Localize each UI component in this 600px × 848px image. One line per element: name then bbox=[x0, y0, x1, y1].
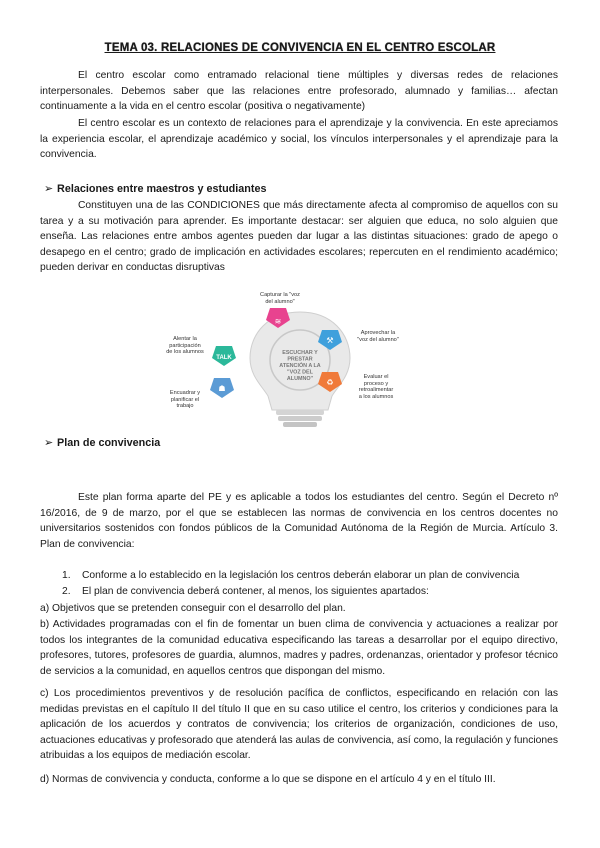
document-title: TEMA 03. RELACIONES DE CONVIVENCIA EN EL CENTRO ESCOLAR bbox=[104, 42, 496, 54]
center-line-3: ATENCIÓN A LA bbox=[279, 363, 321, 369]
center-line-4: "VOZ DEL bbox=[287, 369, 313, 376]
item-a: a) Objetivos que se pretenden conseguir con el desarrollo del plan. bbox=[40, 603, 346, 614]
center-line-2: PRESTAR bbox=[287, 356, 313, 363]
section-heading-plan bbox=[44, 436, 160, 449]
bulb-base-tip bbox=[283, 422, 317, 427]
section-heading-relaciones bbox=[44, 182, 266, 195]
bulb-base-ring bbox=[278, 416, 322, 421]
item-b: b) Actividades programadas con el fin de fomentar un buen clima de convivencia y actuaciones a realizar por todos los integrantes de la comunidad educativa especificando las tareas a desarrollar por el equipo directivo, profesores, tutores, profesores de guardia, alumnos, madres y padres, ordenanzas, orientador y profesor técnico de servicios a la comunidad, en aquellos centros que dispongan del mismo. bbox=[40, 619, 558, 677]
badge-plan bbox=[210, 378, 234, 398]
arrow-bullet-icon: ➢ bbox=[44, 437, 54, 449]
section-heading-text: Relaciones entre maestros y estudiantes bbox=[57, 183, 267, 195]
person-icon: ☗ bbox=[218, 384, 226, 393]
bulb-base-ring bbox=[276, 410, 324, 415]
gavel-icon: ⚒ bbox=[326, 336, 334, 345]
intro-paragraph-1: El centro escolar como entramado relacional tiene múltiples y diversas redes de relaciones interpersonales. Debemos saber que las relaciones entre profesorado, alumnado y familias… afectan continuamente a la vida en el centro escolar (positiva o negativamente) bbox=[40, 70, 558, 113]
label-left-bottom: Encuadrar y planificar el trabajo bbox=[169, 390, 201, 410]
lightbulb-infographic bbox=[150, 290, 450, 430]
arrow-bullet-icon: ➢ bbox=[44, 183, 54, 195]
plan-paragraph: Este plan forma aparte del PE y es aplicable a todos los estudiantes del centro. Según el Decreto nº 16/2016, de 9 de marzo, por el que se establecen las normas de convivencia en los centros docentes no universitarios sostenidos con fondos públicos de la Comunidad Autónoma de la Región de Murcia. Artículo 3. Plan de convivencia: bbox=[40, 492, 558, 550]
talk-icon: TALK bbox=[216, 355, 232, 361]
wifi-icon: ≋ bbox=[274, 317, 282, 326]
relaciones-paragraph: Constituyen una de las CONDICIONES que más directamente afecta al compromiso de aquellos con su tarea y a su motivación para aprender. Es importante destacar: ser alguien que educa, no solo alguien que enseña. Las relaciones entre ambos agentes pueden dar lugar a las distintas situaciones: grado de apego o desapego en el centro; grado de implicación en actividades escolares; repercuten en el rendimiento académico; pueden derivar en conductas disruptivas bbox=[40, 200, 558, 274]
intro-paragraph-2: El centro escolar es un contexto de relaciones para el aprendizaje y la convivencia. En este apreciamos la experiencia escolar, el aprendizaje académico y social, los vínculos interpersonales y el aprendizaje para la convivencia. bbox=[40, 118, 558, 161]
label-left-top: Alentar la participación de los alumnos bbox=[166, 336, 204, 356]
badge-encourage bbox=[212, 346, 236, 366]
item-c: c) Los procedimientos preventivos y de resolución pacífica de conflictos, especificando en relación con las medidas previstas en el capítulo II del título II que en su caso utilice el centro, los criterios y condiciones para la aplicación de los acuerdos y contratos de convivencia; los criterios de organización, condiciones de uso, actuaciones educativas y profesorado que atenderá las aulas de convivencia, así como, la regulación y funciones atribuidas a los equipos de mediación escolar. bbox=[40, 688, 558, 762]
center-line-5: ALUMNO" bbox=[286, 376, 314, 382]
label-top: Capturar la "voz del alumno" bbox=[260, 292, 300, 305]
list-item: 2. El plan de convivencia deberá contener, al menos, los siguientes apartados: bbox=[62, 586, 429, 597]
label-right-top: Aprovechar la "voz del alumno" bbox=[357, 330, 399, 343]
item-d: d) Normas de convivencia y conducta, conforme a lo que se dispone en el artículo 4 y en el título III. bbox=[40, 774, 496, 785]
label-right-bottom: Evaluar el proceso y retroalimentar a los alumnos bbox=[358, 374, 394, 400]
list-item: 1. Conforme a lo establecido en la legislación los centros deberán elaborar un plan de convivencia bbox=[62, 570, 520, 581]
recycle-icon: ♻ bbox=[326, 378, 334, 387]
center-line-1: ESCUCHAR Y bbox=[282, 350, 318, 356]
section-heading-text: Plan de convivencia bbox=[57, 437, 161, 449]
